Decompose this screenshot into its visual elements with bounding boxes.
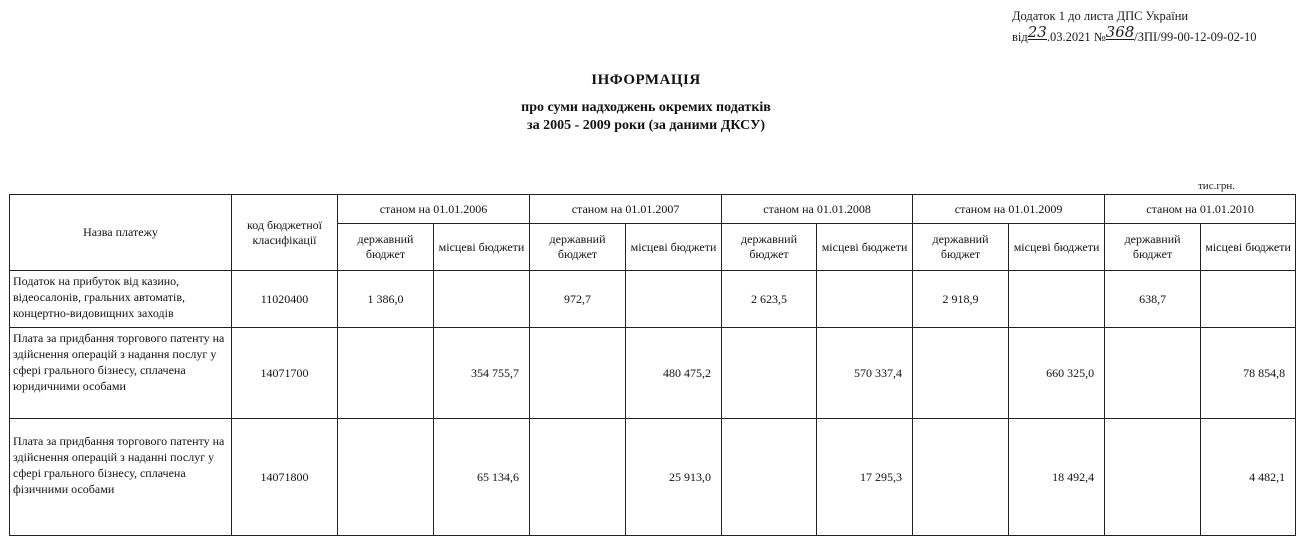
value-cell: 354 755,7	[434, 328, 530, 419]
value-cell	[722, 419, 817, 536]
header-period: станом на 01.01.2009	[913, 195, 1105, 224]
value-cell: 25 913,0	[626, 419, 722, 536]
budget-code-cell: 14071800	[232, 419, 338, 536]
letter-date-number	[1012, 23, 1296, 47]
handwritten-day: 23	[1027, 23, 1047, 41]
value-cell	[817, 271, 913, 328]
value-cell	[1009, 271, 1105, 328]
payment-name-cell: Податок на прибуток від казино, відеосалонів, гральних автоматів, концертно-видовищних заходів	[10, 271, 232, 328]
header-local-budgets: місцеві бюджети	[434, 224, 530, 271]
table-row	[10, 419, 1296, 536]
value-cell	[530, 419, 626, 536]
number-label: №	[1093, 30, 1106, 44]
value-cell: 638,7	[1105, 271, 1201, 328]
header-local-budgets: місцеві бюджети	[1201, 224, 1296, 271]
value-cell	[722, 328, 817, 419]
value-cell: 1 386,0	[338, 271, 434, 328]
document-subtitle-2: за 2005 - 2009 роки (за даними ДКСУ)	[526, 118, 766, 133]
header-local-budgets: місцеві бюджети	[817, 224, 913, 271]
value-cell	[626, 271, 722, 328]
header-state-budget: державний бюджет	[530, 224, 626, 271]
value-cell: 660 325,0	[1009, 328, 1105, 419]
header-budget-code: код бюджетної класифікації	[232, 195, 338, 271]
units-label: тис.грн.	[1198, 180, 1235, 192]
value-cell: 972,7	[530, 271, 626, 328]
budget-code-cell: 11020400	[232, 271, 338, 328]
header-period: станом на 01.01.2010	[1105, 195, 1296, 224]
value-cell: 4 482,1	[1201, 419, 1296, 536]
header-payment-name: Назва платежу	[10, 195, 232, 271]
handwritten-number: 368	[1105, 23, 1135, 41]
value-cell	[1105, 328, 1201, 419]
document-subtitle-1: про суми надходжень окремих податків	[521, 100, 771, 115]
value-cell	[1105, 419, 1201, 536]
value-cell	[530, 328, 626, 419]
header-local-budgets: місцеві бюджети	[1009, 224, 1105, 271]
date-rest: .03.2021	[1046, 30, 1091, 44]
budget-code-cell: 14071700	[232, 328, 338, 419]
header-state-budget: державний бюджет	[913, 224, 1009, 271]
date-prefix: від	[1012, 30, 1028, 44]
header-period: станом на 01.01.2006	[338, 195, 530, 224]
table-row	[10, 328, 1296, 419]
payment-name-cell: Плата за придбання торгового патенту на здійснення операцій з надання послуг у сфері грального бізнесу, сплачена юридичними особами	[10, 328, 232, 419]
header-state-budget: державний бюджет	[338, 224, 434, 271]
header-state-budget: державний бюджет	[1105, 224, 1201, 271]
table-row	[10, 271, 1296, 328]
value-cell	[913, 419, 1009, 536]
value-cell: 65 134,6	[434, 419, 530, 536]
value-cell	[434, 271, 530, 328]
value-cell	[338, 419, 434, 536]
document-title: ІНФОРМАЦІЯ	[591, 72, 701, 88]
value-cell: 480 475,2	[626, 328, 722, 419]
attachment-reference	[1012, 6, 1296, 47]
value-cell: 18 492,4	[1009, 419, 1105, 536]
header-period: станом на 01.01.2007	[530, 195, 722, 224]
header-local-budgets: місцеві бюджети	[626, 224, 722, 271]
value-cell: 78 854,8	[1201, 328, 1296, 419]
number-rest: /ЗПІ/99-00-12-09-02-10	[1134, 30, 1257, 44]
value-cell: 2 623,5	[722, 271, 817, 328]
value-cell	[1201, 271, 1296, 328]
attachment-line: Додаток 1 до листа ДПС України	[1012, 9, 1189, 23]
revenue-table	[9, 194, 1296, 536]
value-cell: 17 295,3	[817, 419, 913, 536]
value-cell	[338, 328, 434, 419]
value-cell: 570 337,4	[817, 328, 913, 419]
payment-name-cell: Плата за придбання торгового патенту на здійснення операцій з наданні послуг у сфері грального бізнесу, сплачена фізичними особами	[10, 419, 232, 536]
value-cell	[913, 328, 1009, 419]
document-heading	[0, 72, 1302, 135]
header-state-budget: державний бюджет	[722, 224, 817, 271]
header-period: станом на 01.01.2008	[722, 195, 913, 224]
value-cell: 2 918,9	[913, 271, 1009, 328]
